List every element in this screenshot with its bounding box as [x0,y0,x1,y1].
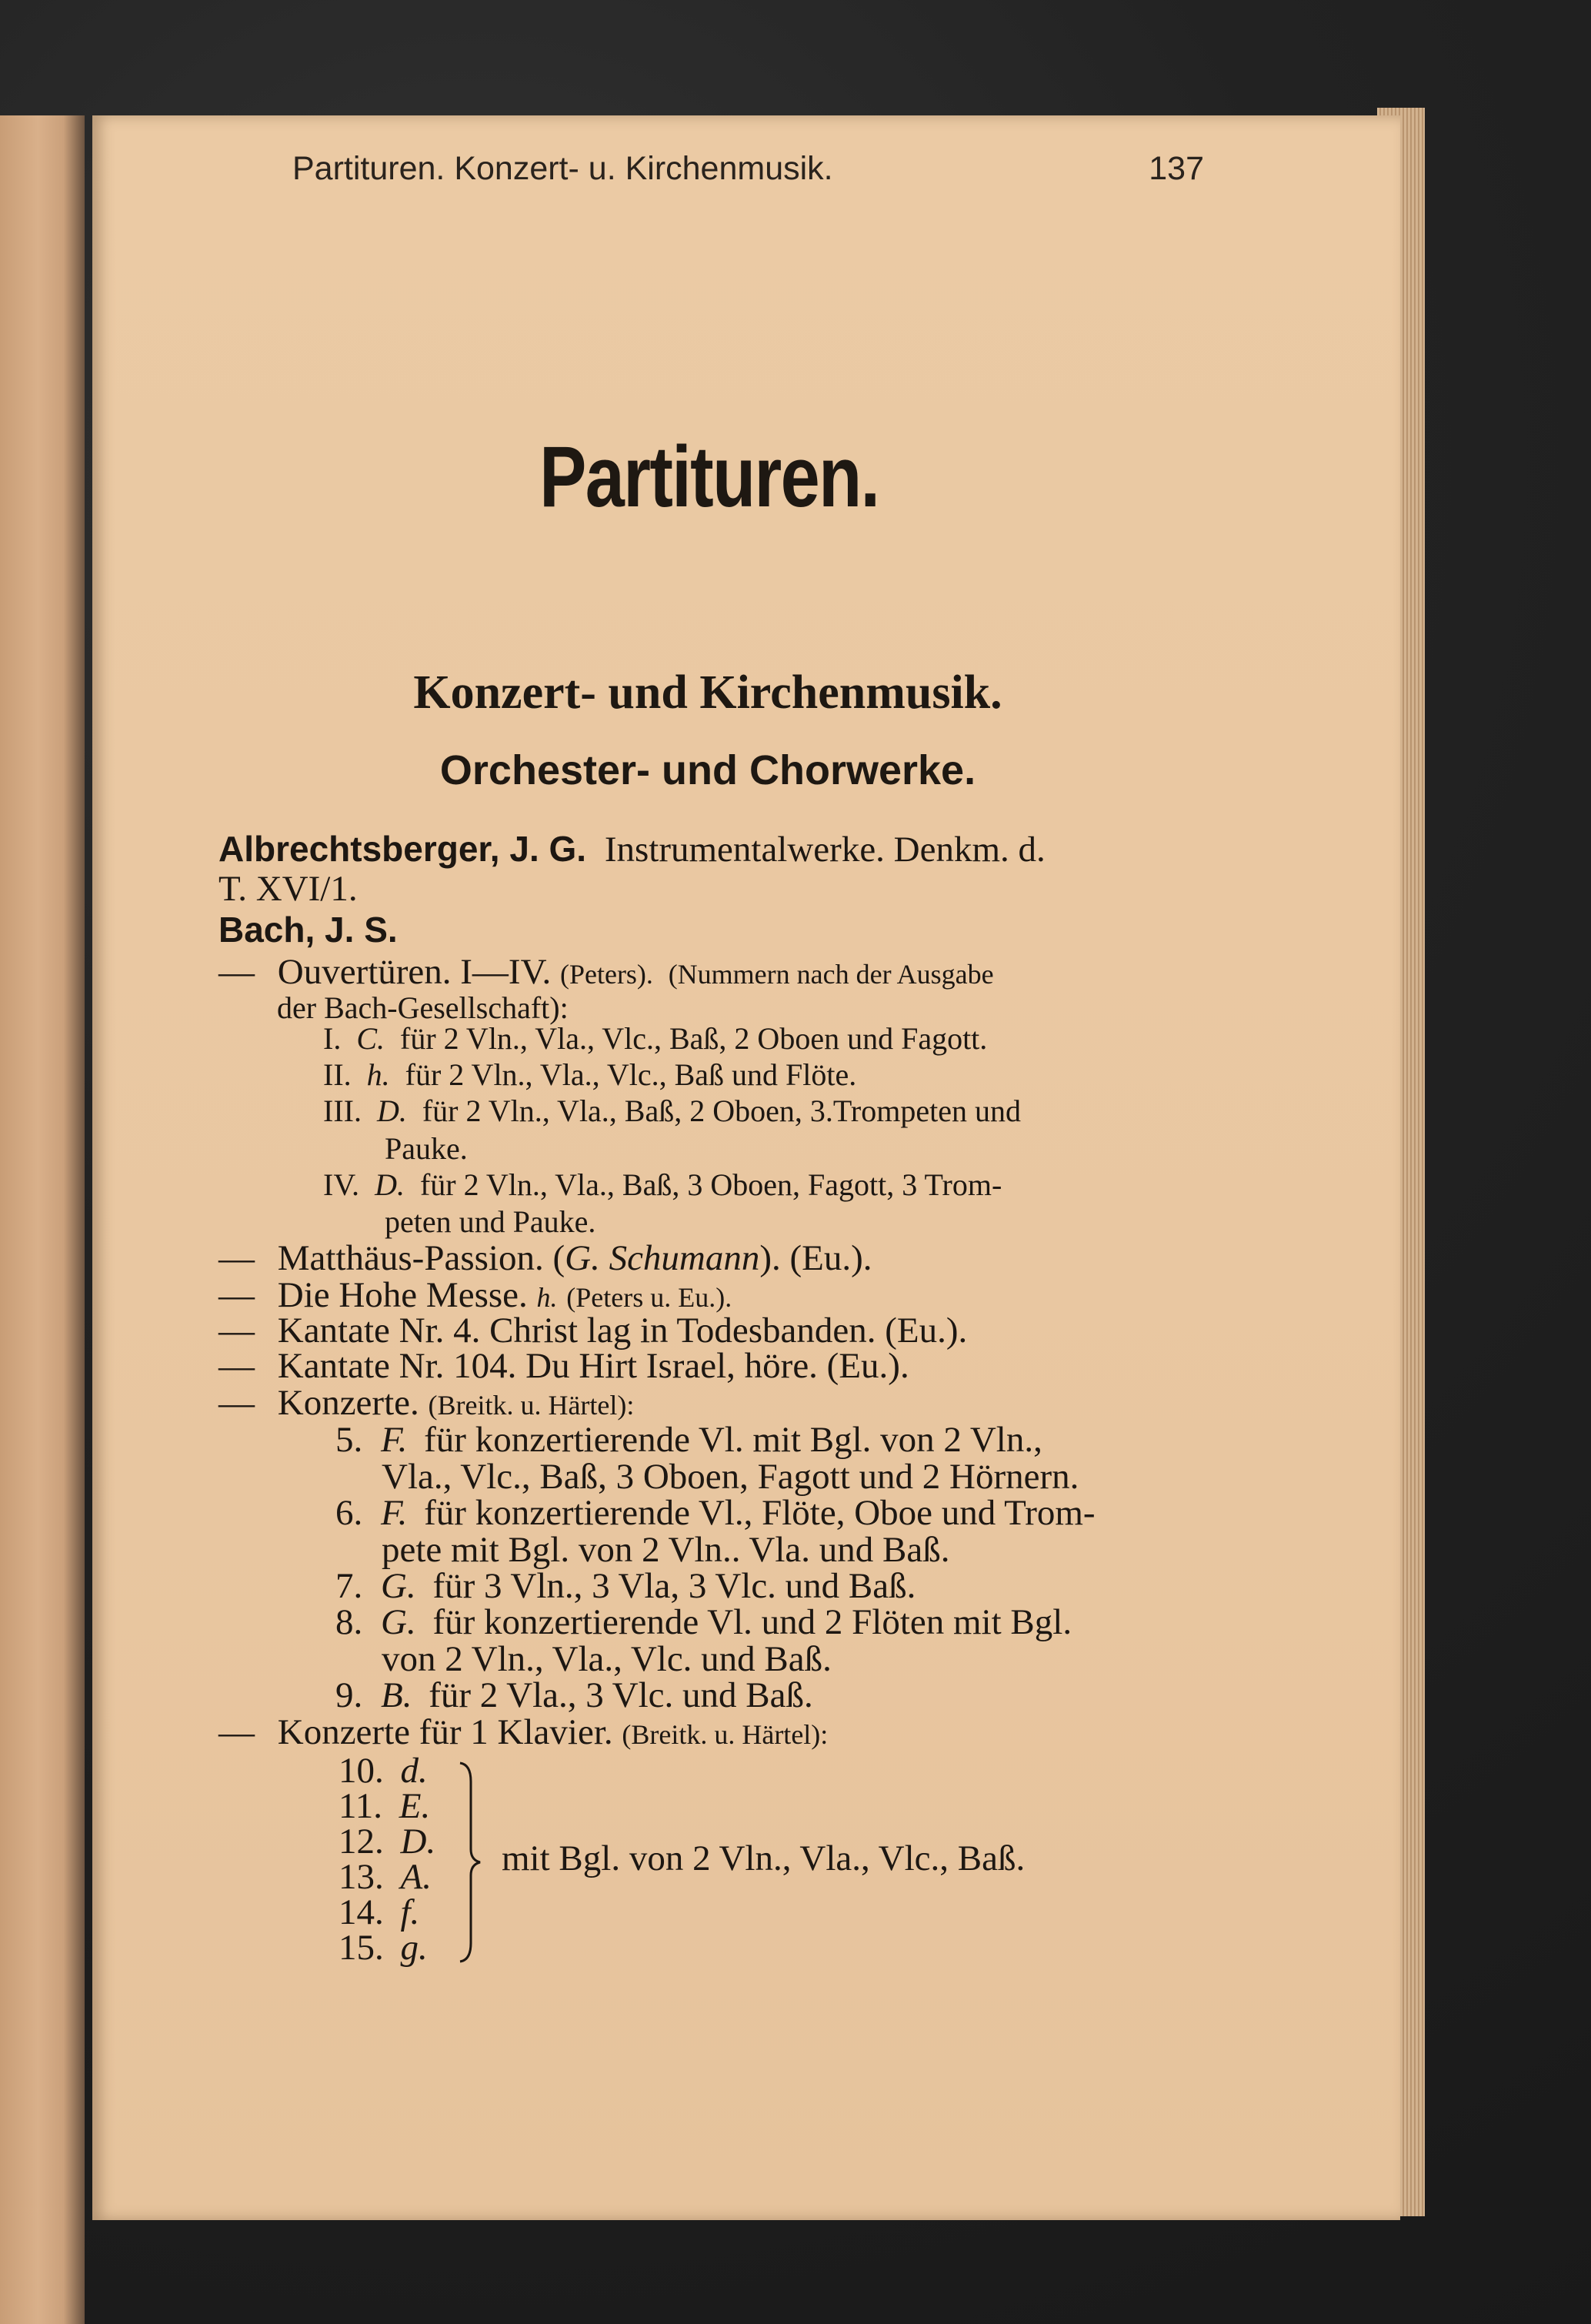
suite-1 [323,1023,987,1054]
suite-4-continuation: peten und Pauke. [385,1204,596,1239]
item-key: E. [399,1786,431,1826]
klavierkonzert-11 [339,1788,430,1825]
item-number: 5. [335,1420,363,1460]
klavierkonzerte-scoring: mit Bgl. von 2 Vln., Vla., Vlc., Baß. [502,1838,1026,1878]
konzert-6 [335,1495,1096,1531]
item-key: D. [400,1821,436,1862]
entry-text: Konzerte. [277,1383,419,1423]
page-subtitle: Konzert- und Kirchenmusik. [413,666,1002,719]
item-key: f. [400,1892,420,1932]
entry-ouvertueren [218,954,994,990]
item-number: III. [323,1094,362,1128]
item-text: für konzertierende Vl. mit Bgl. von 2 Vln., [424,1420,1042,1460]
dash: — [218,1238,255,1278]
entry-albrechtsberger [218,831,1046,868]
entry-note-continuation: der Bach-Gesellschaft): [277,990,569,1025]
composer-name: Bach, J. S. [218,910,398,950]
konzert-8-continuation: von 2 Vln., Vla., Vlc. und Baß. [382,1639,832,1679]
work-matthaeus-passion [218,1240,872,1277]
suite-3-continuation: Pauke. [385,1131,468,1166]
work-kantate-4 [218,1313,967,1349]
item-text: für 2 Vln., Vla., Vlc., Baß, 2 Oboen und Fagott. [400,1021,988,1056]
work-title: Matthäus-Passion. ( [277,1238,565,1278]
entry-continuation: T. XVI/1. [218,869,358,909]
previous-page-edge [0,115,85,2324]
dash: — [218,1383,255,1423]
item-text: für 3 Vln., 3 Vla, 3 Vlc. und Baß. [432,1566,916,1606]
publisher: (Peters). [559,959,653,990]
entry-konzerte [218,1385,634,1421]
running-head-title: Partituren. Konzert- u. Kirchenmusik. [292,150,833,187]
item-number: 9. [335,1675,363,1715]
klavierkonzert-10 [339,1753,428,1789]
item-key: D. [376,1094,407,1128]
konzert-5-continuation: Vla., Vlc., Baß, 3 Oboen, Fagott und 2 Hörnern. [382,1457,1079,1497]
item-text: für 2 Vla., 3 Vlc. und Baß. [429,1675,813,1715]
item-number: 15. [339,1928,384,1968]
konzert-7 [335,1568,916,1604]
item-key: F. [381,1493,408,1533]
publisher: ). (Eu.). [759,1238,872,1278]
dash: — [218,1346,255,1386]
item-key: C. [356,1021,385,1056]
suite-3 [323,1096,1021,1127]
item-key: F. [381,1420,408,1460]
item-text: für konzertierende Vl. und 2 Flöten mit Bgl. [432,1602,1072,1642]
konzert-9 [335,1675,813,1715]
item-number: 13. [339,1857,384,1897]
running-head [292,150,1216,204]
dash: — [218,1311,255,1351]
item-key: D. [375,1167,405,1202]
composer-bach [218,912,398,949]
publisher: (Peters u. Eu.). [566,1282,732,1313]
item-number: I. [323,1021,342,1056]
entry-note: (Nummern nach der Ausgabe [668,959,994,990]
item-number: 8. [335,1602,363,1642]
work-kantate-104 [218,1348,909,1384]
entry-text: Instrumentalwerke. Denkm. d. [604,830,1046,870]
item-text: für 2 Vln., Vla., Baß, 2 Oboen, 3.Trompeten und [422,1094,1021,1128]
editor: G. Schumann [565,1238,760,1278]
konzert-8 [335,1604,1072,1641]
suite-2 [323,1057,857,1092]
item-number: 11. [339,1786,383,1826]
konzert-6-continuation: pete mit Bgl. von 2 Vln.. Vla. und Baß. [382,1530,950,1570]
publisher: (Breitk. u. Härtel): [622,1719,829,1750]
item-key: g. [400,1928,428,1968]
item-number: 10. [339,1751,384,1791]
klavierkonzert-14 [339,1892,420,1932]
dash: — [218,1712,255,1752]
item-number: 7. [335,1566,363,1606]
item-key: h. [536,1282,558,1313]
klavierkonzert-13 [339,1859,432,1895]
curly-brace [454,1758,485,1966]
item-key: d. [400,1751,428,1791]
item-text: für 2 Vln., Vla., Baß, 3 Oboen, Fagott, 3 Trom- [419,1167,1002,1202]
klavierkonzert-12 [339,1821,436,1862]
item-number: II. [323,1057,352,1092]
item-number: 12. [339,1821,384,1862]
suite-4 [323,1167,1002,1202]
work-title: Die Hohe Messe. [277,1275,528,1315]
composer-name: Albrechtsberger, J. G. [218,829,587,869]
entry-klavierkonzerte [218,1712,829,1752]
item-number: 6. [335,1493,363,1533]
work-title: Kantate Nr. 4. Christ lag in Todesbanden. (Eu.). [277,1311,968,1351]
dash: — [218,1275,255,1315]
item-key: A. [400,1857,432,1897]
item-key: B. [381,1675,412,1715]
item-key: G. [381,1566,416,1606]
section-heading: Orchester- und Chorwerke. [439,747,976,793]
item-text: für 2 Vln., Vla., Vlc., Baß und Flöte. [405,1057,857,1092]
dash: — [218,952,255,992]
item-number: 14. [339,1892,384,1932]
work-hohe-messe [218,1277,732,1314]
klavierkonzert-15 [339,1930,428,1966]
entry-text: Ouvertüren. I—IV. [277,952,552,992]
entry-text: Konzerte für 1 Klavier. [277,1712,613,1752]
item-text: für konzertierende Vl., Flöte, Oboe und Trom- [424,1493,1096,1533]
item-number: IV. [323,1167,360,1202]
publisher: (Breitk. u. Härtel): [428,1390,635,1421]
item-key: G. [381,1602,416,1642]
item-key: h. [366,1057,390,1092]
page-title: Partituren. [539,429,879,525]
work-title: Kantate Nr. 104. Du Hirt Israel, höre. (Eu.). [277,1346,909,1386]
page-number: 137 [1149,150,1204,187]
konzert-5 [335,1422,1042,1458]
